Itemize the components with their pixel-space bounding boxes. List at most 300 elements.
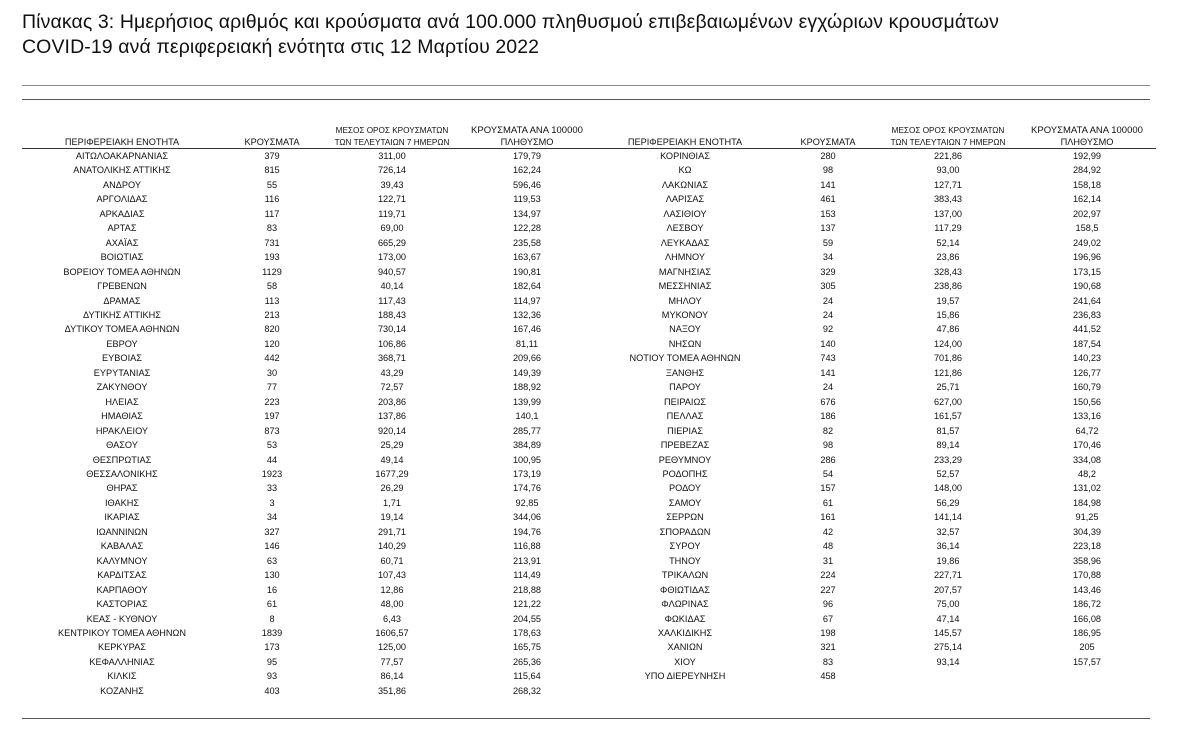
avg7-cell: 26,29 [380,483,404,494]
avg7-cell [878,669,1018,683]
avg7-cell: 19,57 [936,295,960,306]
table-row [592,337,1156,351]
region-cell: ΧΑΝΙΩΝ [667,642,703,653]
table-row [592,496,1156,510]
per100k-cell: 116,88 [513,541,541,552]
cases-cell: 63 [266,555,278,566]
per100k-cell: 596,46 [512,179,542,190]
region-cell: ΤΗΝΟΥ [669,555,701,566]
cases-cell: 161 [820,512,836,523]
avg7-cell: 19,86 [936,555,960,566]
per100k-cell: 204,55 [512,613,542,624]
avg7-cell: 203,86 [377,396,407,407]
per100k-cell: 115,64 [513,671,541,682]
title-line-1: Πίνακας 3: Ημερήσιος αριθμός και κρούσματα ανά 100.000 πληθυσμού επιβεβαιωμένων εγχώριων κρουσμάτων [22,11,999,33]
per100k-cell: 133,16 [1072,411,1102,422]
region-cell: ΜΕΣΣΗΝΙΑΣ [658,281,712,292]
table-row [592,583,1156,597]
avg7-cell: 665,29 [377,237,407,248]
region-cell: ΑΙΤΩΛΟΑΚΑΡΝΑΝΙΑΣ [75,151,169,161]
avg7-cell: 233,29 [933,454,963,465]
region-cell: ΛΑΚΩΝΙΑΣ [661,179,709,190]
cases-cell: 329 [820,266,836,277]
cases-cell: 461 [820,194,836,205]
avg7-cell: 72,57 [380,382,404,393]
per100k-cell: 441,52 [1072,324,1102,335]
table-row [592,322,1156,336]
region-cell: ΛΗΜΝΟΥ [664,252,706,263]
avg7-cell: 52,14 [936,237,960,248]
region-cell: ΒΟΡΕΙΟΥ ΤΟΜΕΑ ΑΘΗΝΩΝ [63,266,181,277]
per100k-cell: 160,79 [1072,382,1102,393]
region-cell: ΒΟΙΩΤΙΑΣ [100,252,144,263]
table-row [22,178,592,192]
per100k-cell: 188,92 [512,382,542,393]
cases-cell: 193 [264,252,280,263]
region-cell: ΥΠΟ ΔΙΕΡΕΥΝΗΣΗ [644,671,726,682]
document-title [22,10,1182,60]
cases-cell: 96 [822,599,834,610]
cases-cell: 1923 [261,468,283,479]
per100k-cell: 182,64 [512,281,542,292]
avg7-cell: 311,00 [378,151,406,161]
header-region: ΠΕΡΙΦΕΡΕΙΑΚΗ ΕΝΟΤΗΤΑ [592,136,778,149]
table-row [22,265,592,279]
per100k-cell: 186,95 [1072,627,1102,638]
region-cell: ΝΑΞΟΥ [669,324,701,335]
table-row [592,207,1156,221]
cases-cell: 34 [822,252,834,263]
cases-table-left [22,123,592,698]
cases-cell: 55 [266,179,278,190]
per100k-cell: 48,2 [1078,468,1096,479]
region-cell: ΠΙΕΡΙΑΣ [667,425,703,436]
region-cell: ΙΘΑΚΗΣ [104,497,140,508]
region-cell: ΤΡΙΚΑΛΩΝ [661,570,709,581]
table-row [22,207,592,221]
avg7-cell: 47,86 [936,324,960,335]
table-row [592,409,1156,423]
avg7-cell: 119,71 [378,208,406,219]
region-cell: ΣΥΡΟΥ [669,541,701,552]
table-row [22,583,592,597]
table-row [592,424,1156,438]
cases-cell: 227 [820,584,836,595]
region-cell: ΜΗΛΟΥ [668,295,702,306]
per100k-cell: 64,72 [1075,425,1099,436]
per100k-cell: 384,89 [512,440,542,451]
region-cell: ΣΑΜΟΥ [668,497,702,508]
per100k-cell: 81,11 [515,338,539,349]
per100k-cell: 249,02 [1072,237,1102,248]
region-cell: ΠΑΡΟΥ [669,382,701,393]
cases-table-right [592,123,1156,684]
per100k-cell: 134,97 [512,208,542,219]
per100k-cell: 174,76 [512,483,542,494]
header-avg-line2: ΤΩΝ ΤΕΛΕΥΤΑΙΩΝ 7 ΗΜΕΡΩΝ [322,136,462,149]
avg7-cell: 161,57 [933,411,963,422]
per100k-cell: 158,18 [1072,179,1102,190]
cases-cell: 137 [820,223,836,234]
per100k-cell: 131,02 [1072,483,1102,494]
per100k-cell: 132,36 [512,309,542,320]
per100k-cell: 192,99 [1072,151,1102,161]
region-cell: ΡΕΘΥΜΝΟΥ [658,454,712,465]
table-row [592,366,1156,380]
per100k-cell: 173,15 [1072,266,1102,277]
per100k-cell: 166,08 [1072,613,1102,624]
per100k-cell: 165,75 [512,642,542,653]
per100k-cell: 140,1 [515,411,539,422]
region-cell: ΛΑΣΙΘΙΟΥ [663,208,707,219]
avg7-cell: 56,29 [936,497,960,508]
region-cell: ΔΥΤΙΚΗΣ ΑΤΤΙΚΗΣ [83,309,161,320]
region-cell: ΗΡΑΚΛΕΙΟΥ [95,425,149,436]
region-cell: ΦΛΩΡΙΝΑΣ [661,599,709,610]
per100k-cell [1018,669,1156,683]
region-cell: ΠΡΕΒΕΖΑΣ [660,440,710,451]
table-row [592,467,1156,481]
table-row [592,192,1156,206]
table-row [592,612,1156,626]
cases-cell: 130 [264,570,280,581]
cases-cell: 24 [822,295,834,306]
table-row [22,409,592,423]
per100k-cell: 178,63 [512,627,542,638]
cases-cell: 116 [264,194,280,205]
table-row [592,163,1156,177]
per100k-cell: 187,54 [1072,338,1102,349]
region-cell: ΗΜΑΘΙΑΣ [101,411,143,422]
table-row [592,351,1156,365]
per100k-cell: 122,28 [512,223,542,234]
region-cell: ΚΑΡΠΑΘΟΥ [96,584,148,595]
avg7-cell: 69,00 [380,223,404,234]
cases-cell: 379 [264,151,280,161]
per100k-cell: 268,32 [512,685,542,696]
region-cell: ΕΥΡΥΤΑΝΙΑΣ [93,367,151,378]
cases-cell: 61 [822,497,834,508]
avg7-cell: 25,71 [936,382,960,393]
table-row [592,250,1156,264]
region-cell: ΚΕΦΑΛΛΗΝΙΑΣ [89,656,155,667]
region-cell: ΝΟΤΙΟΥ ΤΟΜΕΑ ΑΘΗΝΩΝ [629,353,741,364]
avg7-cell: 19,14 [380,512,404,523]
table-row [592,640,1156,654]
avg7-cell: 81,57 [936,425,960,436]
cases-cell: 305 [820,281,836,292]
avg7-cell: 117,29 [934,223,962,234]
per100k-cell: 205 [1079,642,1095,653]
region-cell: ΔΥΤΙΚΟΥ ΤΟΜΕΑ ΑΘΗΝΩΝ [64,324,180,335]
per100k-cell: 100,95 [512,454,542,465]
per100k-cell: 265,36 [512,656,542,667]
region-cell: ΛΕΥΚΑΔΑΣ [660,237,710,248]
table-row [22,525,592,539]
table-row [592,539,1156,553]
table-row [22,366,592,380]
table-top-rule [22,99,1150,100]
per100k-cell: 213,91 [512,555,542,566]
table-row [592,525,1156,539]
header-per100k-line2: ΠΛΗΘΥΣΜΟ [1018,136,1156,149]
cases-cell: 286 [820,454,836,465]
cases-cell: 321 [820,642,836,653]
per100k-cell: 163,67 [512,252,542,263]
table-row [22,481,592,495]
region-cell: ΕΒΡΟΥ [106,338,138,349]
table-row [22,453,592,467]
table-row [592,655,1156,669]
table-row [592,438,1156,452]
per100k-cell: 236,83 [1072,309,1102,320]
table-row [22,554,592,568]
per100k-cell: 202,97 [1072,208,1102,219]
avg7-cell: 36,14 [936,541,960,552]
per100k-cell: 304,39 [1072,526,1102,537]
table-row [592,236,1156,250]
cases-cell: 442 [264,353,280,364]
cases-cell: 59 [822,237,834,248]
per100k-cell: 157,57 [1072,656,1102,667]
per100k-cell: 119,53 [513,194,541,205]
per100k-cell: 143,46 [1072,584,1102,595]
region-cell: ΑΝΔΡΟΥ [102,179,141,190]
table-row [22,655,592,669]
cases-cell: 83 [266,223,278,234]
header-per100k-line1: ΚΡΟΥΣΜΑΤΑ ΑΝΑ 100000 [1031,125,1143,136]
region-cell: ΠΕΛΛΑΣ [666,411,704,422]
region-cell: ΑΝΑΤΟΛΙΚΗΣ ΑΤΤΙΚΗΣ [73,165,171,176]
per100k-cell: 167,46 [512,324,542,335]
cases-cell: 820 [264,324,280,335]
avg7-cell: 726,14 [377,165,407,176]
table-row [592,453,1156,467]
table-row [592,265,1156,279]
table-row [592,294,1156,308]
table-row [22,684,592,698]
per100k-cell: 196,96 [1072,252,1102,263]
per100k-cell: 126,77 [1072,367,1102,378]
cases-cell: 77 [266,382,278,393]
avg7-cell: 701,86 [933,353,963,364]
table-row [22,496,592,510]
region-cell: ΑΧΑΪΑΣ [105,237,139,248]
avg7-cell: 107,43 [377,570,407,581]
avg7-cell: 127,71 [933,179,963,190]
table-row [22,438,592,452]
region-cell: ΚΕΑΣ - ΚΥΘΝΟΥ [86,613,158,624]
cases-cell: 186 [820,411,836,422]
cases-cell: 82 [822,425,834,436]
per100k-cell: 149,39 [512,367,542,378]
avg7-cell: 148,00 [933,483,963,494]
region-cell: ΚΑΛΥΜΝΟΥ [96,555,148,566]
per100k-cell: 184,98 [1072,497,1102,508]
cases-cell: 30 [266,367,278,378]
region-cell: ΧΙΟΥ [674,656,696,667]
table-bottom-rule [22,718,1150,719]
cases-cell: 16 [266,584,278,595]
region-cell: ΔΡΑΜΑΣ [103,295,141,306]
avg7-cell: 49,14 [380,454,404,465]
per100k-cell: 173,19 [512,468,542,479]
table-body-right [592,149,1156,684]
per100k-cell: 150,56 [1072,396,1102,407]
avg7-cell: 117,43 [378,295,406,306]
per100k-cell: 140,23 [1072,353,1102,364]
table-row [592,597,1156,611]
avg7-cell: 173,00 [377,252,407,263]
cases-cell: 1129 [262,266,282,277]
region-cell: ΞΑΝΘΗΣ [665,367,705,378]
per100k-cell: 162,14 [1072,194,1102,205]
table-row [22,612,592,626]
table-row [592,626,1156,640]
avg7-cell: 328,43 [933,266,963,277]
avg7-cell: 207,57 [933,584,963,595]
avg7-cell: 124,00 [933,338,963,349]
avg7-cell: 75,00 [936,599,960,610]
table-row [22,424,592,438]
per100k-cell: 334,08 [1072,454,1102,465]
table-row [592,178,1156,192]
cases-cell: 98 [822,165,834,176]
avg7-cell: 227,71 [933,570,963,581]
title-line-2: COVID-19 ανά περιφερειακή ενότητα στις 12 Μαρτίου 2022 [22,36,540,58]
table-row [22,308,592,322]
title-divider [22,85,1150,86]
region-cell: ΘΑΣΟΥ [106,440,138,451]
cases-cell: 24 [822,382,834,393]
cases-cell: 173 [264,642,280,653]
avg7-cell: 23,86 [936,252,960,263]
avg7-cell: 93,00 [936,165,960,176]
region-cell: ΖΑΚΥΝΘΟΥ [96,382,148,393]
table-row [592,669,1156,683]
cases-cell: 31 [822,555,834,566]
cases-cell: 67 [822,613,834,624]
header-avg-line2: ΤΩΝ ΤΕΛΕΥΤΑΙΩΝ 7 ΗΜΕΡΩΝ [878,136,1018,149]
per100k-cell: 114,49 [513,570,541,581]
avg7-cell: 351,86 [377,685,407,696]
per100k-cell: 223,18 [1072,541,1102,552]
cases-cell: 213 [264,309,280,320]
region-cell: ΛΕΣΒΟΥ [666,223,704,234]
table-row [22,294,592,308]
avg7-cell: 137,86 [377,411,407,422]
per100k-cell: 114,97 [513,295,541,306]
per100k-cell: 344,06 [512,512,542,523]
header-per100k-line1: ΚΡΟΥΣΜΑΤΑ ΑΝΑ 100000 [471,125,583,136]
per100k-cell: 284,92 [1072,165,1102,176]
table-row [22,351,592,365]
table-row [22,467,592,481]
avg7-cell: 145,57 [933,627,963,638]
cases-cell: 42 [822,526,834,537]
cases-cell: 58 [266,281,278,292]
cases-cell: 327 [264,526,280,537]
table-row [22,163,592,177]
header-avg-line1: ΜΕΣΟΣ ΟΡΟΣ ΚΡΟΥΣΜΑΤΩΝ [891,126,1005,135]
per100k-cell: 170,46 [1072,440,1102,451]
avg7-cell: 12,86 [380,584,404,595]
cases-cell: 157 [820,483,836,494]
region-cell: ΦΩΚΙΔΑΣ [664,613,706,624]
table-row [592,568,1156,582]
region-cell: ΑΡΤΑΣ [107,223,137,234]
avg7-cell: 125,00 [377,642,407,653]
per100k-cell: 194,76 [512,526,542,537]
per100k-cell: 190,81 [512,266,542,277]
region-cell: ΙΩΑΝΝΙΝΩΝ [96,526,148,537]
avg7-cell: 291,71 [377,526,407,537]
per100k-cell: 121,22 [512,599,542,610]
per100k-cell: 162,24 [512,165,542,176]
header-cases: ΚΡΟΥΣΜΑΤΑ [778,136,878,149]
region-cell: ΑΡΓΟΛΙΔΑΣ [96,194,148,205]
cases-cell: 33 [266,483,278,494]
region-cell: ΦΘΙΩΤΙΔΑΣ [659,584,710,595]
table-row [22,149,592,164]
per100k-cell: 139,99 [512,396,542,407]
table-row [22,539,592,553]
region-cell: ΝΗΣΩΝ [668,338,702,349]
cases-cell: 140 [820,338,836,349]
region-cell: ΣΠΟΡΑΔΩΝ [659,526,711,537]
cases-cell: 815 [264,165,280,176]
region-cell: ΜΑΓΝΗΣΙΑΣ [658,266,712,277]
per100k-cell: 190,68 [1072,281,1102,292]
table-row [22,192,592,206]
table-row [592,481,1156,495]
cases-cell: 280 [820,151,836,161]
per100k-cell: 218,88 [512,584,542,595]
region-cell: ΑΡΚΑΔΙΑΣ [99,208,145,219]
avg7-cell: 52,57 [936,468,960,479]
cases-cell: 48 [822,541,834,552]
cases-cell: 117 [264,208,280,219]
avg7-cell: 275,14 [933,642,963,653]
region-cell: ΓΡΕΒΕΝΩΝ [97,281,147,292]
per100k-cell: 91,25 [1075,512,1099,523]
cases-cell: 61 [266,599,278,610]
table-row [22,568,592,582]
table-row [22,236,592,250]
cases-cell: 8 [269,613,275,624]
cases-cell: 44 [266,454,278,465]
region-cell: ΚΑΡΔΙΤΣΑΣ [97,570,147,581]
cases-cell: 153 [820,208,836,219]
region-cell: ΙΚΑΡΙΑΣ [104,512,140,523]
table-row [22,395,592,409]
region-cell: ΚΕΝΤΡΙΚΟΥ ΤΟΜΕΑ ΑΘΗΝΩΝ [57,627,187,638]
avg7-cell: 47,14 [936,613,960,624]
cases-cell: 731 [264,237,280,248]
cases-cell: 403 [264,685,280,696]
cases-cell: 224 [820,570,836,581]
per100k-cell: 209,66 [512,353,542,364]
table-row [22,597,592,611]
region-cell: ΚΑΒΑΛΑΣ [100,541,144,552]
header-avg-line1: ΜΕΣΟΣ ΟΡΟΣ ΚΡΟΥΣΜΑΤΩΝ [335,126,449,135]
header-cases: ΚΡΟΥΣΜΑΤΑ [222,136,322,149]
region-cell: ΣΕΡΡΩΝ [666,512,704,523]
cases-cell: 141 [820,367,836,378]
per100k-cell: 241,64 [1072,295,1102,306]
table-row [592,221,1156,235]
region-cell: ΗΛΕΙΑΣ [105,396,139,407]
